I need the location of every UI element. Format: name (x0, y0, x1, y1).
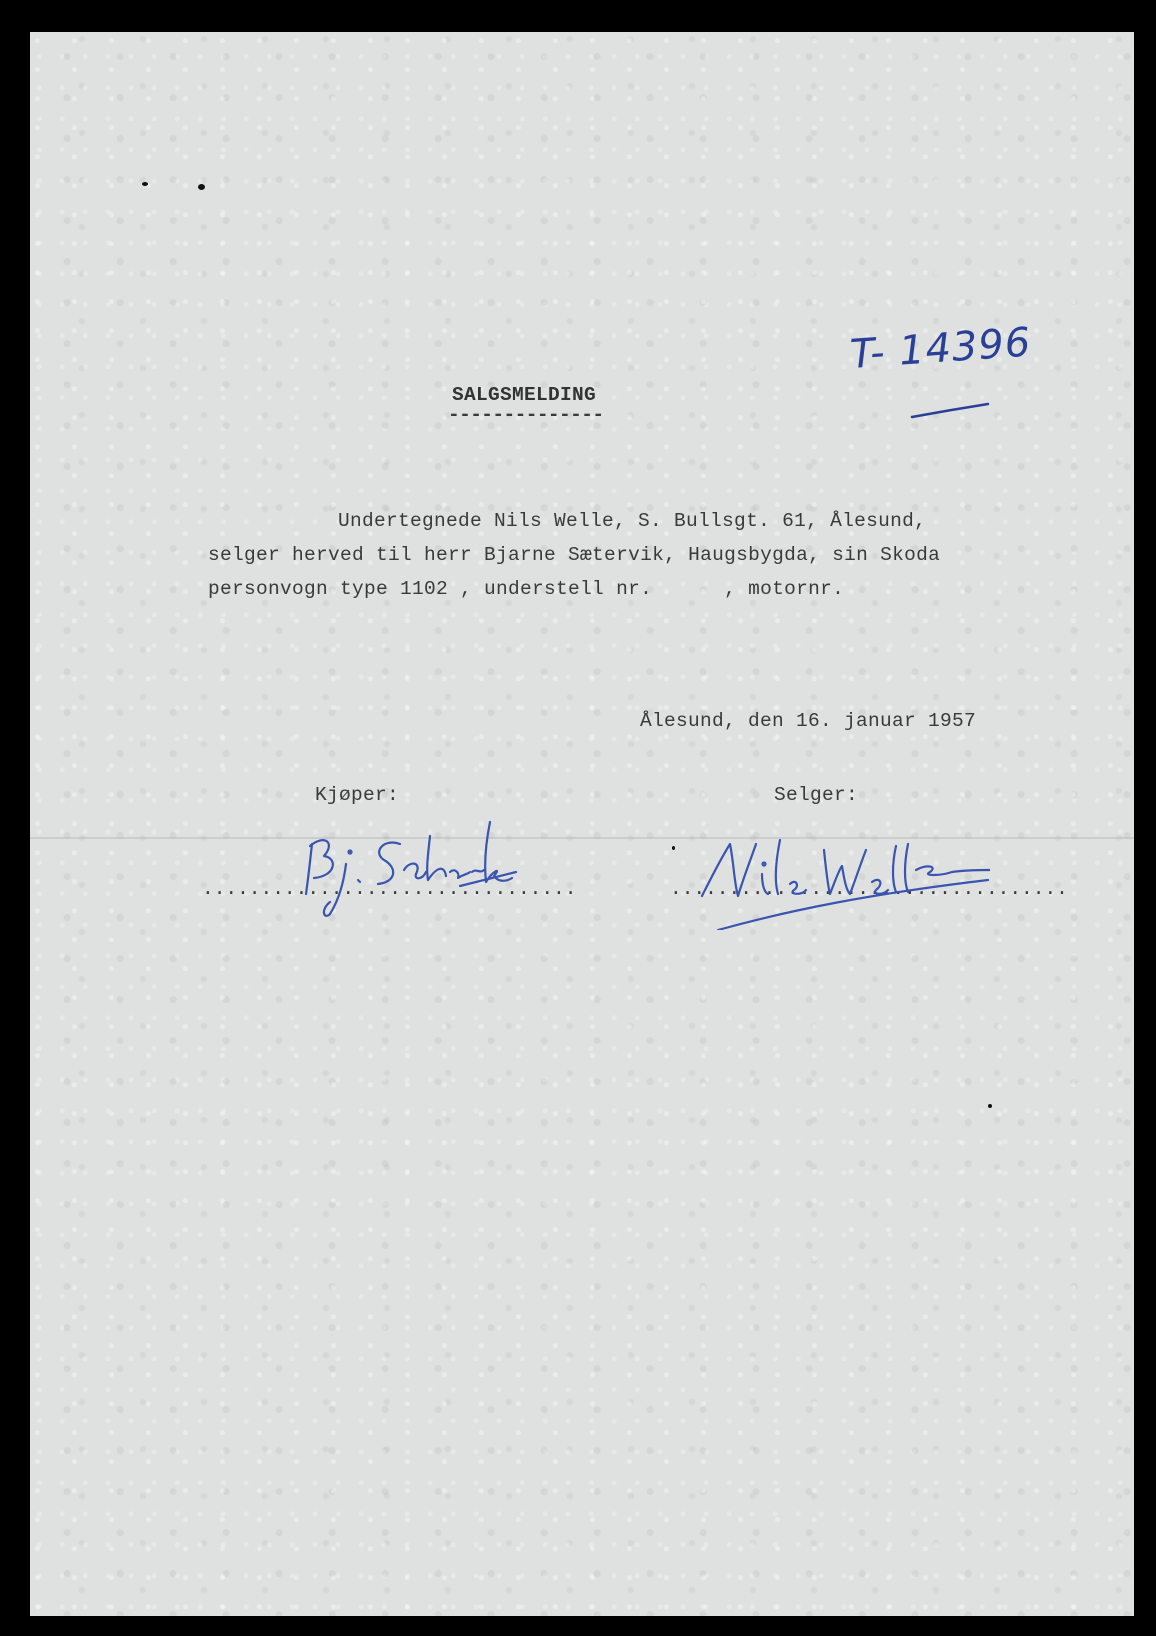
reference-underline (910, 402, 990, 422)
body-text-line: Undertegnede Nils Welle, S. Bullsgt. 61, Ålesund, (338, 510, 927, 532)
body-text-line: personvogn type 1102 , understell nr. , motornr. (208, 578, 845, 600)
body-text-line: selger herved til herr Bjarne Sætervik, Haugsbygda, sin Skoda (208, 544, 941, 566)
place-date: Ålesund, den 16. januar 1957 (640, 710, 977, 732)
buyer-signature (280, 802, 520, 922)
document-page (30, 32, 1134, 1616)
reference-number: T- 14396 (848, 319, 1033, 378)
buyer-label: Kjøper: (315, 784, 400, 806)
seller-signature (690, 810, 990, 930)
ink-speck (142, 182, 148, 186)
seller-label: Selger: (774, 784, 859, 806)
title-underline: -------------- (448, 404, 604, 426)
ink-speck (198, 184, 205, 190)
document-title: SALGSMELDING (452, 384, 597, 406)
ink-speck (672, 846, 675, 850)
seller-signature-line: .................................. (670, 878, 1068, 900)
buyer-signature-line: ................................ (202, 878, 577, 900)
ink-speck (988, 1104, 992, 1108)
